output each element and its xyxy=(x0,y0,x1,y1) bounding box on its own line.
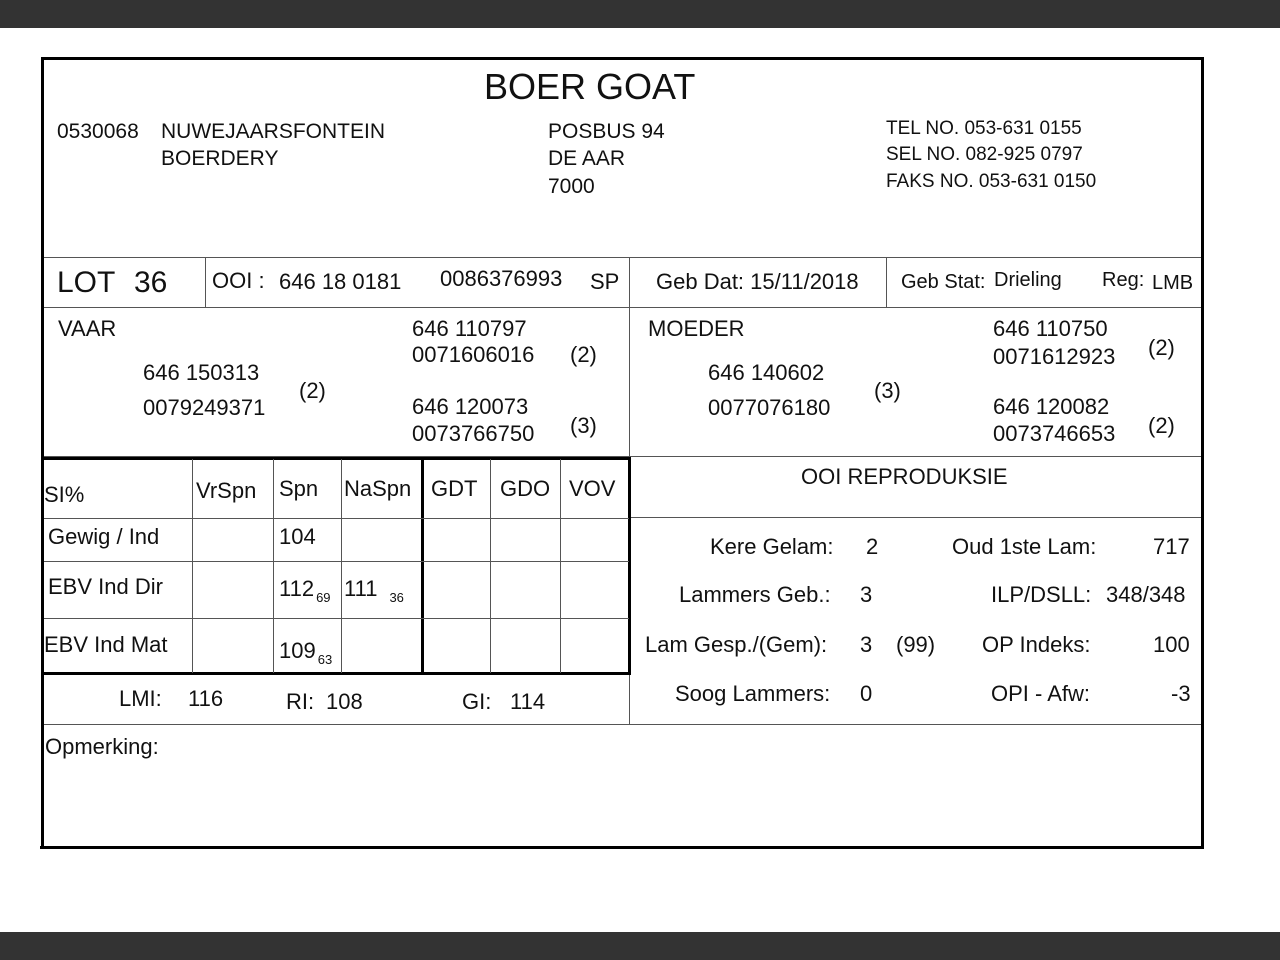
table-cell-naspn xyxy=(344,576,404,605)
lammers-geb-label: Lammers Geb.: xyxy=(679,582,831,607)
vaar-count: (2) xyxy=(299,378,326,403)
lmi-value: 116 xyxy=(188,686,224,711)
breeder-name-line1: NUWEJAARSFONTEIN xyxy=(161,120,386,143)
divider-reproduksie-title xyxy=(630,517,1201,518)
ilp-value: 348/348 xyxy=(1106,582,1186,607)
table-row-line xyxy=(44,518,629,519)
table-cell-spn: 104 xyxy=(279,524,316,549)
table-header-spn: Spn xyxy=(279,476,319,501)
moeder-dam-count: (2) xyxy=(1148,413,1175,438)
top-bar xyxy=(0,0,1280,28)
vaar-sire-count: (2) xyxy=(570,342,597,367)
lot-label: LOT xyxy=(57,266,116,299)
bottom-bar xyxy=(0,932,1280,960)
op-label: OP Indeks: xyxy=(982,632,1091,657)
sel-number: SEL NO. 082-925 0797 xyxy=(886,144,1083,165)
oud-value: 717 xyxy=(1153,534,1190,559)
table-divider-gdt xyxy=(421,457,424,675)
vaar-label: VAAR xyxy=(58,316,117,341)
moeder-number: 0077076180 xyxy=(708,395,831,420)
geb-stat-value: Drieling xyxy=(994,269,1062,291)
lam-gesp-label: Lam Gesp./(Gem): xyxy=(645,632,828,657)
table-cell-spn-accuracy: 63 xyxy=(317,652,333,667)
opi-label: OPI - Afw: xyxy=(991,681,1091,706)
moeder-dam-id: 646 120082 xyxy=(993,394,1110,419)
opmerking-label: Opmerking: xyxy=(45,734,159,759)
breeder-number: 0530068 xyxy=(57,120,139,143)
table-border-bottom xyxy=(44,672,630,675)
table-cell-spn xyxy=(279,576,331,605)
table-cell-spn-accuracy: 69 xyxy=(316,590,331,605)
table-col-line xyxy=(490,459,491,673)
table-header-gdo: GDO xyxy=(500,476,551,501)
moeder-label: MOEDER xyxy=(648,316,745,341)
kere-gelam-label: Kere Gelam: xyxy=(710,534,834,559)
vaar-sire-number: 0071606016 xyxy=(412,342,535,367)
divider-lot-row xyxy=(44,307,1201,308)
soog-value: 0 xyxy=(860,681,873,706)
gi-label: GI: xyxy=(462,689,492,714)
vaar-sire-id: 646 110797 xyxy=(412,316,527,341)
table-cell-naspn-value: 111 xyxy=(344,576,378,601)
table-col-line xyxy=(341,459,342,673)
table-row-label: Gewig / Ind xyxy=(48,524,160,549)
soog-label: Soog Lammers: xyxy=(675,681,831,706)
divider-indices xyxy=(44,724,1201,725)
breeder-name-line2: BOERDERY xyxy=(161,147,279,170)
table-header-gdt: GDT xyxy=(431,476,478,501)
oud-label: Oud 1ste Lam: xyxy=(952,534,1097,559)
lam-gesp-gem: (99) xyxy=(896,632,936,657)
card-title: BOER GOAT xyxy=(484,66,696,107)
table-border-right xyxy=(628,457,631,675)
table-header-naspn: NaSpn xyxy=(344,476,412,501)
table-col-line xyxy=(192,459,193,673)
gi-value: 114 xyxy=(510,689,546,714)
table-row-label: EBV Ind Mat xyxy=(44,632,168,657)
card-border-right xyxy=(1201,57,1204,849)
ooi-code: SP xyxy=(590,269,620,294)
card-border-left xyxy=(41,57,44,849)
address-line3: 7000 xyxy=(548,175,595,198)
divider-header xyxy=(44,257,1201,258)
moeder-sire-count: (2) xyxy=(1148,335,1175,360)
vaar-number: 0079249371 xyxy=(143,395,266,420)
vaar-dam-id: 646 120073 xyxy=(412,394,529,419)
lot-number: 36 xyxy=(134,266,168,299)
vaar-id: 646 150313 xyxy=(143,360,260,385)
table-row-line xyxy=(44,561,629,562)
table-row-line xyxy=(44,618,629,619)
table-border-top xyxy=(44,457,630,460)
reg-value: LMB xyxy=(1152,272,1194,294)
ooi-label: OOI : xyxy=(212,268,265,293)
table-header-vov: VOV xyxy=(569,476,616,501)
tel-number: TEL NO. 053-631 0155 xyxy=(886,118,1082,139)
geb-stat-label: Geb Stat: xyxy=(901,271,986,293)
ri-label: RI: xyxy=(286,689,315,714)
moeder-sire-id: 646 110750 xyxy=(993,316,1108,341)
vaar-dam-number: 0073766750 xyxy=(412,421,535,446)
table-cell-naspn-accuracy: 36 xyxy=(389,590,404,605)
ri-value: 108 xyxy=(326,689,363,714)
kere-gelam-value: 2 xyxy=(866,534,879,559)
table-header-si: SI% xyxy=(44,482,85,507)
moeder-sire-number: 0071612923 xyxy=(993,344,1116,369)
divider-lot xyxy=(205,258,206,307)
table-col-line xyxy=(560,459,561,673)
lmi-label: LMI: xyxy=(119,686,162,711)
lam-gesp-value: 3 xyxy=(860,632,873,657)
ooi-number: 0086376993 xyxy=(440,266,563,291)
address-line2: DE AAR xyxy=(548,147,626,170)
table-cell-spn xyxy=(279,638,333,667)
ilp-label: ILP/DSLL: xyxy=(991,582,1092,607)
opi-value: -3 xyxy=(1171,681,1191,706)
table-col-line xyxy=(273,459,274,673)
address-line1: POSBUS 94 xyxy=(548,120,665,143)
table-cell-spn-value: 109 xyxy=(279,638,316,663)
card-border-top xyxy=(42,57,1204,60)
lammers-geb-value: 3 xyxy=(860,582,873,607)
card-border-bottom xyxy=(40,846,1202,849)
vaar-dam-count: (3) xyxy=(570,413,597,438)
table-cell-spn-value: 112 xyxy=(279,576,315,601)
moeder-id: 646 140602 xyxy=(708,360,825,385)
ooi-id: 646 18 0181 xyxy=(279,269,402,294)
table-header-vrspn: VrSpn xyxy=(196,478,257,503)
divider-gebdat xyxy=(886,258,887,307)
moeder-dam-number: 0073746653 xyxy=(993,421,1116,446)
op-value: 100 xyxy=(1153,632,1190,657)
table-row-label: EBV Ind Dir xyxy=(48,574,163,599)
faks-number: FAKS NO. 053-631 0150 xyxy=(886,171,1097,192)
geb-dat: Geb Dat: 15/11/2018 xyxy=(656,269,859,294)
moeder-count: (3) xyxy=(874,378,901,403)
reproduksie-title: OOI REPRODUKSIE xyxy=(801,464,1008,489)
reg-label: Reg: xyxy=(1102,269,1145,291)
